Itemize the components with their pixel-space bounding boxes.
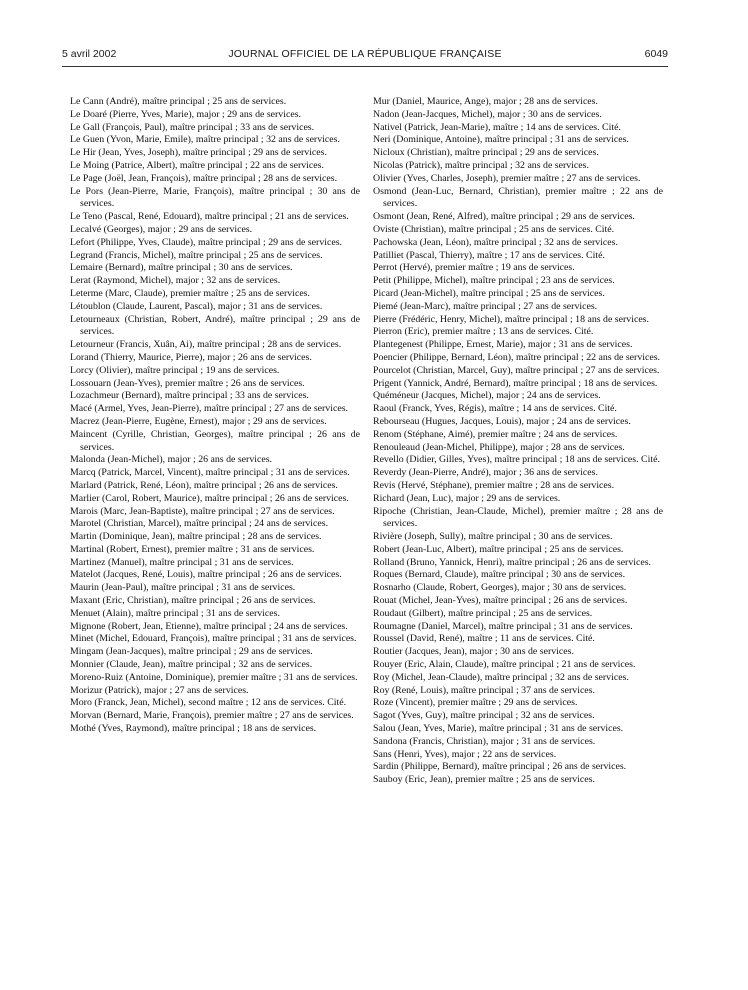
list-item: Olivier (Yves, Charles, Joseph), premier maître ; 27 ans de services. <box>373 172 641 184</box>
list-item: Nativel (Patrick, Jean-Marie), maître ; 14 ans de services. Cité. <box>373 121 621 133</box>
list-item: Lorand (Thierry, Maurice, Pierre), major ; 26 ans de services. <box>70 351 312 363</box>
list-item: Osmont (Jean, René, Alfred), maître principal ; 29 ans de services. <box>373 211 635 223</box>
list-item: Oviste (Christian), maître principal ; 25 ans de services. Cité. <box>373 223 615 235</box>
list-item: Sauboy (Eric, Jean), premier maître ; 25 ans de services. <box>373 774 595 786</box>
list-item: Marcq (Patrick, Marcel, Vincent), maître principal ; 31 ans de services. <box>70 467 350 479</box>
list-item: Piemé (Jean-Marc), maître principal ; 27 ans de services. <box>373 300 598 312</box>
header-title: JOURNAL OFFICIEL DE LA RÉPUBLIQUE FRANÇAISE <box>228 48 502 60</box>
list-item: Roze (Vincent), premier maître ; 29 ans de services. <box>373 697 578 709</box>
list-item: Marois (Marc, Jean-Baptiste), maître principal ; 27 ans de services. <box>70 505 335 517</box>
list-item: Pourcelot (Christian, Marcel, Guy), maître principal ; 27 ans de services. <box>373 364 660 376</box>
list-item: Martinez (Manuel), maître principal ; 31 ans de services. <box>70 556 294 568</box>
page-header <box>62 48 668 66</box>
list-item: Routier (Jacques, Jean), major ; 30 ans de services. <box>373 646 574 658</box>
list-item: Robert (Jean-Luc, Albert), maître principal ; 25 ans de services. <box>373 543 624 555</box>
list-item: Le Guen (Yvon, Marie, Emile), maître principal ; 32 ans de services. <box>70 134 340 146</box>
list-item: Perrot (Hervé), premier maître ; 19 ans de services. <box>373 262 575 274</box>
list-item: Lossouarn (Jean-Yves), premier maître ; 26 ans de services. <box>70 377 305 389</box>
list-item: Raoul (Franck, Yves, Régis), maître ; 14 ans de services. Cité. <box>373 403 617 415</box>
list-item: Roy (René, Louis), maître principal ; 37 ans de services. <box>373 684 595 696</box>
list-item: Sandona (Francis, Christian), major ; 31 ans de services. <box>373 735 596 747</box>
list-item: Mingam (Jean-Jacques), maître principal ; 29 ans de services. <box>70 646 313 658</box>
list-item: Rivière (Joseph, Sully), maître principal ; 30 ans de services. <box>373 531 613 543</box>
list-item: Roques (Bernard, Claude), maître principal ; 30 ans de services. <box>373 569 626 581</box>
list-item: Revello (Didier, Gilles, Yves), maître principal ; 18 ans de services. Cité. <box>373 454 660 466</box>
list-item: Mur (Daniel, Maurice, Ange), major ; 28 ans de services. <box>373 96 598 107</box>
list-item: Prigent (Yannick, André, Bernard), maître principal ; 18 ans de services. <box>373 377 658 389</box>
list-item: Rolland (Bruno, Yannick, Henri), maître principal ; 26 ans de services. <box>373 556 652 568</box>
list-item: Morvan (Bernard, Marie, François), premier maître ; 27 ans de services. <box>70 710 354 722</box>
list-item: Letourneaux (Christian, Robert, André), maître principal ; 29 ans de services. <box>70 313 360 338</box>
left-column <box>70 96 360 736</box>
list-item: Le Moing (Patrice, Albert), maître principal ; 22 ans de services. <box>70 159 324 171</box>
list-item: Rebourseau (Hugues, Jacques, Louis), major ; 24 ans de services. <box>373 415 631 427</box>
list-item: Le Teno (Pascal, René, Edouard), maître principal ; 21 ans de services. <box>70 211 349 223</box>
list-item: Roumagne (Daniel, Marcel), maître principal ; 31 ans de services. <box>373 620 633 632</box>
list-item: Pachowska (Jean, Léon), maître principal ; 32 ans de services. <box>373 236 618 248</box>
list-item: Monnier (Claude, Jean), maître principal ; 32 ans de services. <box>70 659 313 671</box>
list-item: Picard (Jean-Michel), maître principal ; 25 ans de services. <box>373 287 605 299</box>
list-item: Le Page (Joël, Jean, François), maître principal ; 28 ans de services. <box>70 172 338 184</box>
list-item: Moro (Franck, Jean, Michel), second maître ; 12 ans de services. Cité. <box>70 697 347 709</box>
list-item: Sans (Henri, Yves), major ; 22 ans de services. <box>373 748 557 760</box>
list-item: Nicolas (Patrick), maître principal ; 32 ans de services. <box>373 159 589 171</box>
list-item: Renom (Stéphane, Aimé), premier maître ; 24 ans de services. <box>373 428 618 440</box>
list-item: Martin (Dominique, Jean), maître principal ; 28 ans de services. <box>70 531 322 543</box>
list-item: Petit (Philippe, Michel), maître principal ; 23 ans de services. <box>373 275 615 287</box>
list-item: Moreno-Ruiz (Antoine, Dominique), premier maître ; 31 ans de services. <box>70 671 358 683</box>
list-item: Marlier (Carol, Robert, Maurice), maître principal ; 26 ans de services. <box>70 492 349 504</box>
list-item: Sagot (Yves, Guy), maître principal ; 32 ans de services. <box>373 710 595 722</box>
list-item: Létoublon (Claude, Laurent, Pascal), major ; 31 ans de services. <box>70 300 323 312</box>
list-item: Salou (Jean, Yves, Marie), maître principal ; 31 ans de services. <box>373 723 624 735</box>
list-item: Le Cann (André), maître principal ; 25 ans de services. <box>70 96 287 107</box>
list-item: Le Hir (Jean, Yves, Joseph), maître principal ; 29 ans de services. <box>70 147 327 159</box>
list-item: Quéméneur (Jacques, Michel), major ; 24 ans de services. <box>373 390 601 402</box>
list-item: Maurin (Jean-Paul), maître principal ; 31 ans de services. <box>70 582 296 594</box>
list-item: Neri (Dominique, Antoine), maître principal ; 31 ans de services. <box>373 134 629 146</box>
list-item: Roussel (David, René), maître ; 11 ans de services. Cité. <box>373 633 595 645</box>
list-item: Roudaut (Gilbert), maître principal ; 25 ans de services. <box>373 607 593 619</box>
list-item: Lerat (Raymond, Michel), major ; 32 ans de services. <box>70 275 281 287</box>
list-item: Marotel (Christian, Marcel), maître principal ; 24 ans de services. <box>70 518 329 530</box>
list-item: Le Doaré (Pierre, Yves, Marie), major ; 29 ans de services. <box>70 108 301 120</box>
list-item: Menuet (Alain), maître principal ; 31 ans de services. <box>70 607 280 619</box>
list-item: Martinal (Robert, Ernest), premier maître ; 31 ans de services. <box>70 543 315 555</box>
list-item: Richard (Jean, Luc), major ; 29 ans de services. <box>373 492 561 504</box>
list-item: Rosnarho (Claude, Robert, Georges), major ; 30 ans de services. <box>373 582 627 594</box>
list-item: Legrand (Francis, Michel), maître principal ; 25 ans de services. <box>70 249 323 261</box>
list-item: Letourneur (Francis, Xuân, Ai), maître principal ; 28 ans de services. <box>70 339 342 351</box>
list-item: Leterme (Marc, Claude), premier maître ; 25 ans de services. <box>70 287 310 299</box>
page-number: 6049 <box>644 48 668 60</box>
list-item: Maincent (Cyrille, Christian, Georges), maître principal ; 26 ans de services. <box>70 428 360 453</box>
list-item: Lemaire (Bernard), maître principal ; 30 ans de services. <box>70 262 293 274</box>
list-item: Macrez (Jean-Pierre, Eugène, Ernest), major ; 29 ans de services. <box>70 415 327 427</box>
list-item: Osmond (Jean-Luc, Bernard, Christian), premier maître ; 22 ans de services. <box>373 185 663 210</box>
list-item: Nadon (Jean-Jacques, Michel), major ; 30 ans de services. <box>373 108 602 120</box>
list-item: Le Gall (François, Paul), maître principal ; 33 ans de services. <box>70 121 315 133</box>
list-item: Pierre (Frédéric, Henry, Michel), maître principal ; 18 ans de services. <box>373 313 649 325</box>
list-item: Lozachmeur (Bernard), maître principal ; 33 ans de services. <box>70 390 309 402</box>
list-item: Mignone (Robert, Jean, Etienne), maître principal ; 24 ans de services. <box>70 620 348 632</box>
list-item: Le Pors (Jean-Pierre, Marie, François), maître principal ; 30 ans de services. <box>70 185 360 210</box>
list-item: Minet (Michel, Edouard, François), maître principal ; 31 ans de services. <box>70 633 357 645</box>
list-item: Sardin (Philippe, Bernard), maître principal ; 26 ans de services. <box>373 761 627 773</box>
list-item: Poencier (Philippe, Bernard, Léon), maître principal ; 22 ans de services. <box>373 351 661 363</box>
list-item: Lecalvé (Georges), major ; 29 ans de services. <box>70 223 253 235</box>
list-item: Roy (Michel, Jean-Claude), maître principal ; 32 ans de services. <box>373 671 629 683</box>
list-item: Plantegenest (Philippe, Ernest, Marie), major ; 31 ans de services. <box>373 339 633 351</box>
header-rule <box>62 66 668 67</box>
list-item: Marlard (Patrick, René, Léon), maître principal ; 26 ans de services. <box>70 479 338 491</box>
list-item: Macé (Armel, Yves, Jean-Pierre), maître principal ; 27 ans de services. <box>70 403 348 415</box>
list-item: Mothé (Yves, Raymond), maître principal ; 18 ans de services. <box>70 723 317 735</box>
list-item: Matelot (Jacques, René, Louis), maître principal ; 26 ans de services. <box>70 569 342 581</box>
list-item: Revis (Hervé, Stéphane), premier maître ; 28 ans de services. <box>373 479 615 491</box>
list-item: Morizur (Patrick), major ; 27 ans de services. <box>70 684 249 696</box>
list-item: Nicloux (Christian), maître principal ; 29 ans de services. <box>373 147 599 159</box>
list-item: Ripoche (Christian, Jean-Claude, Michel), premier maître ; 28 ans de services. <box>373 505 663 530</box>
list-item: Lefort (Philippe, Yves, Claude), maître principal ; 29 ans de services. <box>70 236 343 248</box>
header-date: 5 avril 2002 <box>62 48 117 60</box>
list-item: Rouat (Michel, Jean-Yves), maître principal ; 26 ans de services. <box>373 595 628 607</box>
list-item: Patilliet (Pascal, Thierry), maître ; 17 ans de services. Cité. <box>373 249 605 261</box>
list-item: Malonda (Jean-Michel), major ; 26 ans de services. <box>70 454 273 466</box>
list-item: Rouyer (Eric, Alain, Claude), maître principal ; 21 ans de services. <box>373 659 636 671</box>
list-item: Pierron (Eric), premier maître ; 13 ans de services. Cité. <box>373 326 594 338</box>
list-item: Reverdy (Jean-Pierre, André), major ; 36 ans de services. <box>373 467 598 479</box>
list-item: Renouleaud (Jean-Michel, Philippe), major ; 28 ans de services. <box>373 441 625 453</box>
list-item: Maxant (Eric, Christian), maître principal ; 26 ans de services. <box>70 595 316 607</box>
right-column <box>373 96 663 787</box>
list-item: Lorcy (Olivier), maître principal ; 19 ans de services. <box>70 364 280 376</box>
